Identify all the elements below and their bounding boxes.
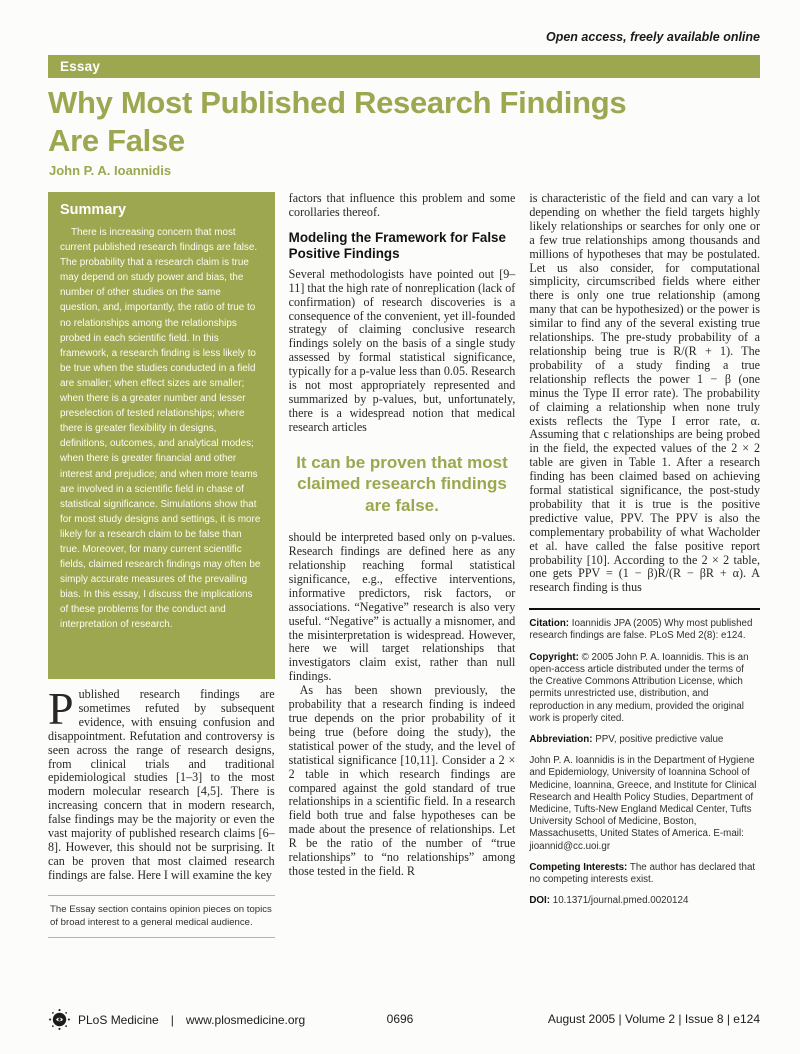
footer-page-number: 0696 (386, 1012, 414, 1026)
citation-block (529, 618, 760, 642)
article-body (48, 192, 760, 938)
summary-box (48, 192, 275, 679)
abbreviation-label: Abbreviation: (529, 733, 593, 745)
body-paragraph: As has been shown previously, the probability that a research finding is indeed true depends on the prior probability of it being true (before doing the study), the statistical power of the study, and the level of statistical significance [10,11]. Consider a 2 × 2 table in which research findings are compared against the gold standard of true relationships in a scientific field. In a research field both true and false hypotheses can be made about the presence of relationships. Let R be the ratio of the number of “true relationships” to “no relationships” among those tested in the field. R (288, 683, 516, 878)
section-heading-modeling: Modeling the Framework for False Positive Findings (288, 229, 506, 262)
section-kicker-label: Essay (60, 59, 101, 74)
citation-text: Ioannidis JPA (2005) Why most published research findings are false. PLoS Med 2(8): e124. (529, 618, 753, 642)
column-right (529, 192, 760, 938)
open-access-banner: Open access, freely available online (546, 30, 760, 44)
doi-label: DOI: (529, 895, 551, 907)
author-name: John P. A. Ioannidis (49, 163, 172, 178)
article-title (48, 84, 748, 160)
intro-paragraph (48, 683, 275, 883)
column-left (48, 192, 275, 938)
doi-text: 10.1371/journal.pmed.0020124 (550, 895, 689, 907)
plos-logo-icon (48, 1008, 71, 1031)
article-title-line2: Are False (48, 123, 185, 158)
drop-cap: P (48, 683, 74, 734)
summary-text: There is increasing concern that most current published research findings are false. The probability that a research claim is true may depend on study power and bias, the number of other studies on the same question, and, importantly, the ratio of true to no relationships among the relationships probed in each scientific field. In this framework, a research finding is less likely to be true when the studies conducted in a field are smaller; when effect sizes are smaller; when there is a greater number and lesser preselection of tested relationships; where there is greater flexibility in designs, definitions, outcomes, and analytical modes; when there is greater financial and other interest and prejudice; and when more teams are involved in a scientific field in chase of statistical significance. Simulations show that for most study designs and settings, it is more likely for a research claim to be false than true. Moreover, for many current scientific fields, claimed research findings may often be simply accurate measures of the prevailing bias. In this essay, I discuss the implications of these problems for the conduct and interpretation of research. (60, 227, 261, 631)
copyright-label: Copyright: (529, 651, 579, 663)
author-bio-block (529, 755, 760, 853)
author-bio-text: John P. A. Ioannidis is in the Department of Hygiene and Epidemiology, University of Ioannina School of Medicine, Ioannina, Greece, and Institute for Clinical Research and Health Policy Studies, Department of Medicine, Tufts-New England Medical Center, Tufts University School of Medicine, Boston, Massachusetts, United States of America. E-mail: jioannid@cc.uoi.gr (529, 755, 757, 852)
section-kicker-bar (48, 55, 760, 78)
abbreviation-text: PPV, positive predictive value (592, 733, 724, 745)
essay-section-footnote: The Essay section contains opinion pieces on topics of broad interest to a general medical audience. (48, 895, 275, 938)
citation-label: Citation: (529, 618, 570, 630)
body-paragraph: should be interpreted based only on p-values. Research findings are defined here as any relationship reaching formal statistical significance, e.g., effective interventions, informative predictors, risk factors, or associations. “Negative” research is also very useful. “Negative” is actually a misnomer, and the misinterpretation is widespread. However, here we will target relationships that investigators claim exist, rather than null findings. (288, 530, 516, 684)
copyright-block (529, 652, 760, 725)
competing-interests-block (529, 862, 760, 886)
body-paragraph: factors that influence this problem and some corollaries thereof. (288, 191, 516, 219)
footer-separator: | (170, 1012, 174, 1027)
competing-interests-text: The author has declared that no competing interests exist. (529, 861, 756, 885)
pull-quote: It can be proven that most claimed research findings are false. (296, 452, 508, 515)
body-paragraph: Several methodologists have pointed out [9–11] that the high rate of nonreplication (lack of confirmation) of research discoveries is a consequence of the convenient, yet ill-founded strategy of claiming conclusive research findings solely on the basis of a single study assessed by formal statistical significance, typically for a p-value less than 0.05. Research is not most appropriately represented and summarized by p-values, but, unfortunately, there is a widespread notion that medical research articles (288, 266, 516, 434)
citation-divider (529, 608, 760, 610)
summary-heading: Summary (60, 202, 127, 218)
footer-journal-name: PLoS Medicine (78, 1012, 159, 1027)
footer-journal-url[interactable]: www.plosmedicine.org (185, 1012, 306, 1027)
body-paragraph: is characteristic of the field and can vary a lot depending on whether the field targets highly likely relationships or searches for only one or a few true relationships among thousands and millions of hypotheses that may be postulated. Let us also consider, for computational simplicity, circumscribed fields where either there is only one true relationship (among many that can be hypothesized) or the power is similar to find any of the several existing true relationships. The pre-study probability of a relationship being true is R/(R + 1). The probability of a study finding a true relationship reflects the power 1 − β (one minus the Type II error rate). The probability of claiming a relationship when none truly exists reflects the Type I error rate, α. Assuming that c relationships are being probed in the field, the expected values of the 2 × 2 table are given in Table 1. After a research finding has been claimed based on achieving formal statistical significance, the post-study probability that it is true is the positive predictive value, PPV. The PPV is also the complementary probability of what Wacholder et al. have called the false positive report probability [10]. According to the 2 × 2 table, one gets PPV = (1 − β)R/(R − βR + α). A research finding is thus (529, 191, 760, 595)
column-middle (289, 192, 516, 938)
doi-block (529, 895, 760, 907)
article-title-line1: Why Most Published Research Findings (48, 85, 627, 120)
footer-journal-group (48, 1008, 305, 1031)
competing-interests-label: Competing Interests: (529, 861, 628, 873)
copyright-text: © 2005 John P. A. Ioannidis. This is an open-access article distributed under the terms of the Creative Commons Attribution License, which permits unrestricted use, distribution, and reproduction in any medium, provided the original work is properly cited. (529, 651, 749, 724)
page-footer (0, 1008, 800, 1038)
intro-paragraph-text: ublished research findings are sometimes refuted by subsequent evidence, with ensuing confusion and disappointment. Refutation and controversy is seen across the range of research designs, from clinical trials and traditional epidemiological studies [1–3] to the most modern molecular research [4,5]. There is increasing concern that in modern research, false findings may be the majority or even the vast majority of published research claims [6–8]. However, this should not be surprising. It can be proven that most claimed research findings are false. Here I will examine the key (48, 687, 275, 882)
abbreviation-block (529, 734, 760, 746)
footer-issue-info: August 2005 | Volume 2 | Issue 8 | e124 (547, 1012, 760, 1026)
